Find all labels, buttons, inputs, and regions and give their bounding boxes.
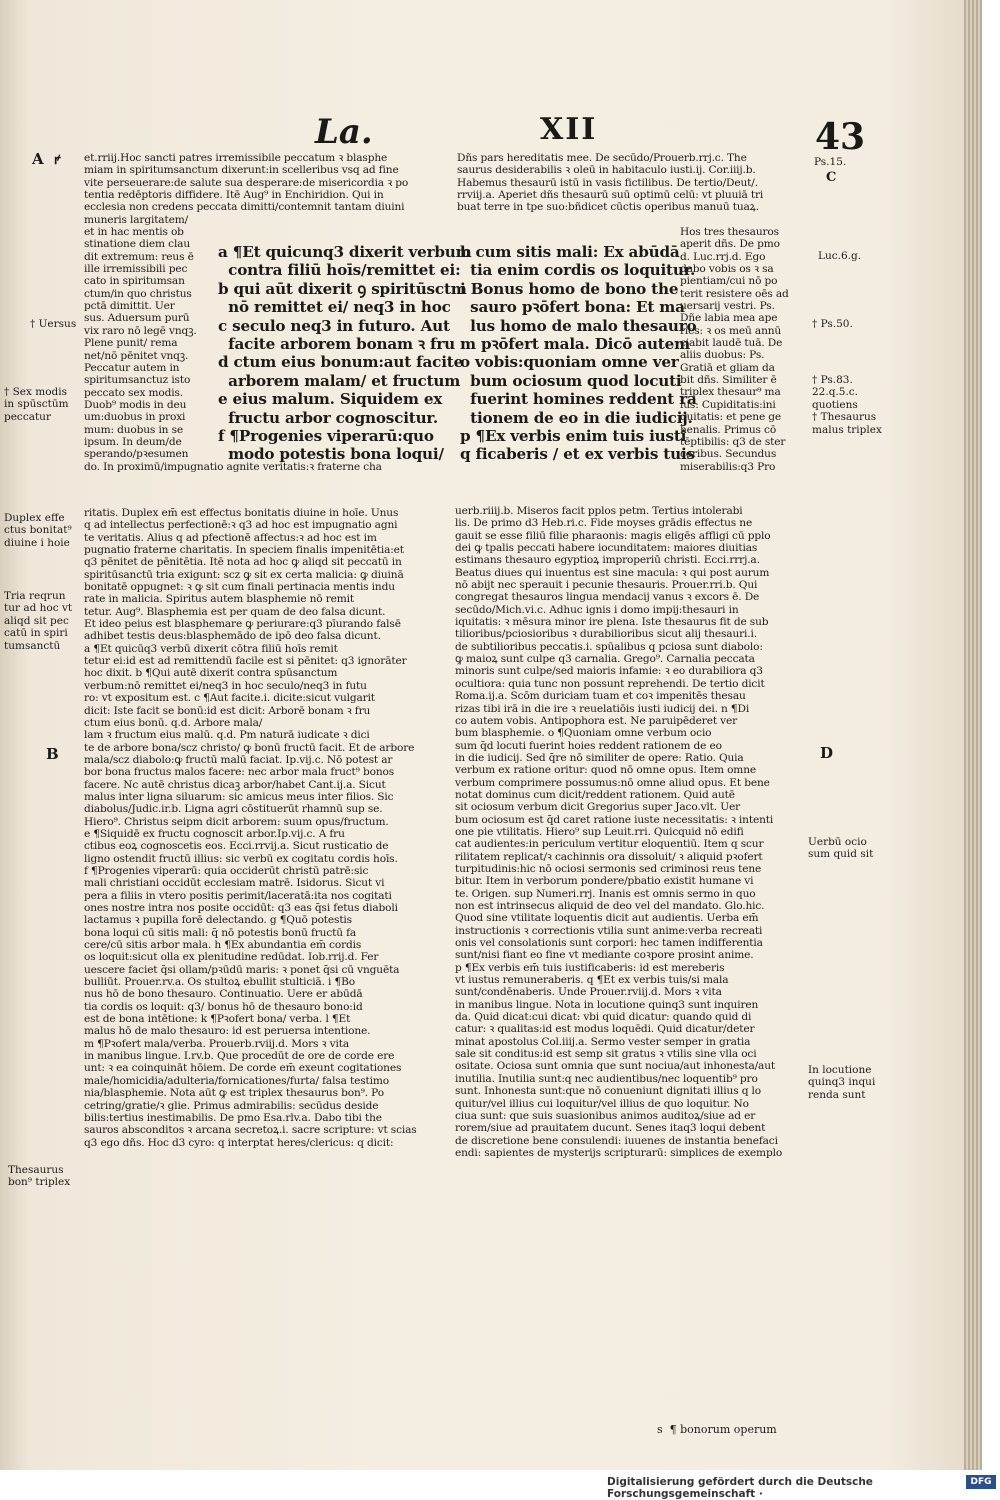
- commentary-left-bottom: ritatis. Duplex em̄ est effectus bonitatis diuine in hoīe. Unus q ad intellectus perfectionē:ꝛ q3 ad hoc est impugnatio agni te veritatis. Alius q ad pfectionē affectus:ꝛ ad hoc est im pugnatio fraterne charitatis. In speciem finalis impenitētia:et q3 pēnitet de pēnitētia. Itē nota ad hoc ꝙ aliqd sit peccatū in spiritūsanctū tria exigunt: scz ꝙ sit ex certa malicia: ꝙ diuinā bonitatē oppugnet: ꝛ ꝙ sit cum finali pertinacia mentis indu rate in malicia. Spiritus autem blasphemie nō remit tetur. Aug⁹. Blasphemia est per quam de deo falsa dicunt. Et ideo peius est blasphemare ꝙ periurare:q3 pīurando falsē adhibet testis deus:blasphemādo de ipō deo falsa dicunt. a ¶Et quicūq3 verbū dixerit cōtra filiū hoīs remit tetur ei:id est ad remittendū facile est si pēnitet: q3 ignorāter hoc dixit. b ¶Qui autē dixerit contra spūsanctum verbum:nō remittet ei/neq3 in hoc seculo/neq3 in futu ro: vt expositum est. c ¶Aut facite.i. dicite:sicut vulgarit dicit: Iste facit se bonū:id est dicit: Arborē bonam ꝛ fru ctum eius bonū. q.d. Arbore mala/ lam ꝛ fructum eius malū. q.d. Pm naturā iudicate ꝛ dici te de arbore bona/scz christo/ ꝙ bonū fructū facit. Et de arbore mala/scz diabolo:ꝙ fructū malū faciat. Ip.vij.c. Nō potest ar bor bona fructus malos facere: nec arbor mala fruct⁹ bonos facere. Nc autē christus dicaꝫ arbor/habet Cant.ij.a. Sicut malus inter ligna siluarum: sic amicus meus inter filios. Sic diabolus/Judic.ir.b. Ligna agri cōstituerūt rhamnū sup se. Hiero⁹. Christus seipm dicit arborem: suum opus/fructum. e ¶Siquidē ex fructu cognoscit arbor.Ip.vij.c. A fru ctibus eoꝝ cognoscetis eos. Ecci.rrvij.a. Sicut rusticatio de ligno ostendit fructū illius: sic verbū ex cogitatu cordis hoīs. f ¶Progenies viperarū: quia occiderūt christū patrē:sic mali christiani occidūt ecclesiam matrē. Isidorus. Sicut vi pera a filiis in vtero positis perimit/laceratā:ita nos cogitati ones nostre intra nos posite occidūt: q3 eas q̄si fetus diaboli lactamus ꝛ pupilla forē delectando. g ¶Quō potestis bona loqui cū sitis mali: q̄ nō potestis bonū fructū fa cere/cū sitis arbor mala. h ¶Ex abundantia em̄ cordis os loquit:sicut olla ex plenitudine redūdat. Iob.rrij.d. Fer uescere faciet q̄si ollam/pꝛūdū maris: ꝛ ponet q̄si cū vnguēta bulliūt. Prouer.rv.a. Os stultoꝝ ebullit stulticiā. i ¶Bo nus hō de bono thesauro. Continuatio. Uere er abūdā tia cordis os loquit: q3/ bonus hō de thesauro bono:id est de bona intētione: k ¶Pꝛofert bona/ verba. l ¶Et malus hō de malo thesauro: id est peruersa intentione. m ¶Pꝛofert mala/verba. Prouerb.rviij.d. Mors ꝛ vita in manibus lingue. I.rv.b. Que procedūt de ore de corde ere unt: ꝛ ea coinquināt hōiem. De corde em̄ exeunt cogitationes male/homicidia/adulteria/fornicationes/furta/ falsa testimo nia/blasphemie. Nota aūt ꝙ est triplex thesaurus bon⁹. Po cetring/gratie/ꝛ glie. Primus admirabilis: secūdus deside bilis:tertius inestimabilis. De pmo Esa.rlv.a. Dabo tibi the sauros absconditos ꝛ arcana secretoꝝ.i. sacre scripture: vt scias q3 ego dñs. Hoc d3 cyro: q interptat heres/clericus: q dicit:: [84, 507, 417, 1149]
- section-mark-a: A: [32, 150, 44, 168]
- section-mark-b: B: [46, 745, 59, 763]
- margin-note-tria: Tria reqrun tur ad hoc vt aliqd sit pec catū in spiri tumsanctū: [4, 590, 73, 652]
- margin-note-ps15: Ps.15.: [814, 156, 847, 168]
- section-mark-d: D: [820, 744, 834, 762]
- section-mark-c: C: [826, 170, 837, 185]
- margin-note-luc: Luc.6.g.: [818, 250, 862, 262]
- section-mark-initial: ꝵ: [54, 153, 61, 168]
- gospel-text-left: a ¶Et quicunq3 dixerit verbum contra filiū hoīs/remittet ei: b qui aūt dixerit ꝯ spiritūsctm nō remittet ei/ neq3 in hoc c seculo neq3 in futuro. Aut facite arborem bonam ꝛ fru d ctum eius bonum:aut facite arborem malam/ et fructum e eius malum. Siquidem ex fructu arbor cognoscitur. f ¶Progenies viperarū:quo modo potestis bona loqui/: [218, 243, 472, 464]
- page-number: 43: [815, 116, 866, 158]
- margin-note-thesaurus: Thesaurus bon⁹ triplex: [8, 1164, 71, 1189]
- commentary-right-bottom: uerb.riiij.b. Miseros facit pplos petm. Tertius intolerabi lis. De primo d3 Heb.ri.c. Fide moyses grādis effectus ne gauit se esse filiū filie pharaonis: magis eligēs affligi cū pplo dei ꝙ tpalis peccati habere iocunditatem: maiores diuitias estimans thesauro egyptioꝝ improperiū christi. Ecci.rrrj.a. Beatus diues qui inuentus est sine macula: ꝛ qui post aurum nō abijt nec sperauit i pecunie thesauris. Prouer.rri.b. Qui congregat thesauros lingua mendacij vanus ꝛ excors ē. De secūdo/Mich.vi.c. Adhuc ignis i domo impij:thesauri in iquitatis: ꝛ mēsura minor ire plena. Iste thesaurus fit de sub tilioribus/pciosioribus ꝛ durabilioribus sicut alij thesauri.i. de subtilioribus peccatis.i. spūalibus q pciosa sunt diabolo: ꝙ maioꝝ sunt culpe q3 carnalia. Grego⁹. Carnalia peccata minoris sunt culpe/sed maioris infamie: ꝛ eo durabiliora q3 ocultiora: quia tunc non possunt reprehendi. De tertio dicit Roma.ij.a. Scōm duriciam tuam et coꝛ impenitēs thesau rizas tibi irā in die ire ꝛ reuelatiōis iusti iudicij dei. n ¶Di co autem vobis. Antipophora est. Ne paruipēderet ver bum blasphemie. o ¶Quoniam omne verbum ocio sum q̄d locuti fuerint hoies reddent rationem de eo in die iudicij. Sed q̄re nō similiter de opere: Ratio. Quia verbum ex ratione oritur: quod nō omne opus. Item omne verbum comprimere possumus:nō omne aliud opus. Et bene notat dominus cum dicit/reddent rationem. Quid autē sit ociosum verbum dicit Gregorius super Jaco.vlt. Uer bum ociosum est q̄d caret ratione iuste necessitatis: ꝛ intenti one pie vtilitatis. Hiero⁹ sup Leuit.rri. Quicquid nō edifi cat audientes:in periculum vertitur eloquentiū. Item q scur rilitatem replicat/ꝛ cachinnis ora dissoluit/ ꝛ aliquid pꝛofert turpitudinis:hic nō ociosi sermonis sed criminosi reus tene bitur. Item in verborum pondere/pbatio existit humane vi te. Origen. sup Numeri.rrj. Inanis est omnis sermo in quo non est intrinsecus aliquid de deo vel del mandato. Glo.hic. Quod sine vtilitate loquentis dicit aut audientis. Uerba em̄ instructionis ꝛ correctionis vtilia sunt anime:verba recreati onis vel consolationis sunt corpori: hec tamen indifferentia sunt/nisi fiant eo fine vt mediante coꝛpore prosint anime. p ¶Ex verbis em̄ tuis iustificaberis: id est mereberis vt iustus remuneraberis. q ¶Et ex verbis tuis/si mala sunt/condēnaberis. Unde Prouer.rviij.d. Mors ꝛ vita in manibus lingue. Nota in locutione quinq3 sunt inquiren da. Quid dicat:cui dicat: vbi quid dicatur: quando quid di catur: ꝛ qualitas:id est modus loquēdi. Quid dicatur/deter minat apostolus Col.iiij.a. Sermo vester semper in gratia sale sit conditus:id est semp sit gratus ꝛ vtilis sine vlla oci ositate. Ociosa sunt omnia que sunt nociua/aut inhonesta/aut inutilia. Inutilia sunt:q nec audientibus/nec loquentib⁹ pro sunt. Inhonesta sunt:que nō conueniunt dignitati illius q lo quitur/vel illius cui loquitur/vel illius de quo loquitur. No ciua sunt: que suis suasionibus animos auditoꝝ/siue ad er rorem/siue ad prauitatem ducunt. Senes itaq3 loqui debent de discretione bene consulendi: iuuenes de instantia benefaci endi: sapientes de mysterijs scripturarū: simplices de exemplo: [455, 505, 783, 1159]
- gospel-text-right: b cum sitis mali: Ex abūdā tia enim cordis os loquitur. i Bonus homo de bono the sauro pꝛōfert bona: Et ma lus homo de malo thesauro m pꝛōfert mala. Dicō autem o vobis:quoniam omne ver bum ociosum quod locuti fuerint homines reddent ra tionem de eo in die iudicij. p ¶Ex verbis enim tuis iusti q ficaberis / et ex verbis tuis: [460, 243, 697, 464]
- footer-credit: Digitalisierung gefördert durch die Deutsche Forschungsgemeinschaft ·: [607, 1476, 873, 1500]
- margin-note-sex-modis: † Sex modis in spūsctūm peccatur: [4, 386, 69, 423]
- dfg-logo: DFG: [966, 1475, 996, 1489]
- margin-note-duplex: Duplex effe ctus bonitat⁹ diuine i hoie: [4, 512, 72, 549]
- running-head-chapter: XII: [540, 112, 598, 147]
- commentary-right-narrow: Hos tres thesauros aperit dñs. De pmo d. Luc.rrj.d. Ego dabo vobis os ꝛ sa pientiam/cui nō po terit resistere oēs ad uersarij vestri. Ps. Dñe labia mea ape ries: ꝛ os meū annū ciabit laudē tuā. De aliis duobus: Ps. Gratiā et gliam da bit dñs. Similiter ē triplex thesaur⁹ ma lus: Cupiditatis:ini quitatis: et pene ge henalis. Primus cō tēptibilis: q3 de ster coribus. Secundus miserabilis:q3 Pro: [680, 226, 789, 473]
- margin-note-ps50: † Ps.50.: [812, 318, 853, 330]
- catchword: s ¶ bonorum operum: [657, 1423, 777, 1436]
- commentary-left-top: et.rriij.Hoc sancti patres irremissibile peccatum ꝛ blasphe miam in spiritumsanctum dixerunt:in scelleribus vsq ad fine vite perseuerare:de salute sua desperare:de misericordia ꝛ po tentia redēptoris diffidere. Itē Aug⁹ in Enchiridion. Qui in ecclesia non credens peccata dimitti/contemnit tantam diuini muneris largitatem/ et in hac mentis ob stinatione diem clau dit extremum: reus ē ille irremissibili pec cato in spiritumsan ctum/in quo christus pctā dimittit. Uer sus. Aduersum purū vix raro nō legē vnqꝫ. Plene punit/ rema net/nō pēnitet vnqꝫ. Peccatur autem in spiritumsanctuz isto peccato sex modis. Duob⁹ modis in deu um:duobus in proxi mum: duobus in se ipsum. In deum/de sperando/pꝛesumen do. In proximū/impugnatio agnite veritatis:ꝛ fraterne cha: [84, 152, 409, 473]
- margin-note-versus: † Uersus: [30, 318, 77, 330]
- commentary-right-top: Dñs pars hereditatis mee. De secūdo/Prouerb.rrj.c. The saurus desiderabilis ꝛ oleū in habitaculo iusti.ij. Cor.iiij.b. Habemus thesaurū istū in vasis fictilibus. De tertio/Deut/. rrviij.a. Aperiet dñs thesaurū suū optimū celū: vt pluuiā tri buat terre in tpe suo:bñdicet cūctis operibus manuū tuaꝝ.: [457, 152, 764, 214]
- page-edge: [964, 0, 982, 1470]
- running-head-left: La.: [315, 112, 373, 152]
- margin-note-locutione: In locutione quinq3 inqui renda sunt: [808, 1064, 876, 1101]
- margin-note-ps83: † Ps.83. 22.q.5.c. quotiens † Thesaurus malus triplex: [812, 374, 882, 436]
- margin-note-verbum: Uerbū ocio sum quid sit: [808, 836, 874, 861]
